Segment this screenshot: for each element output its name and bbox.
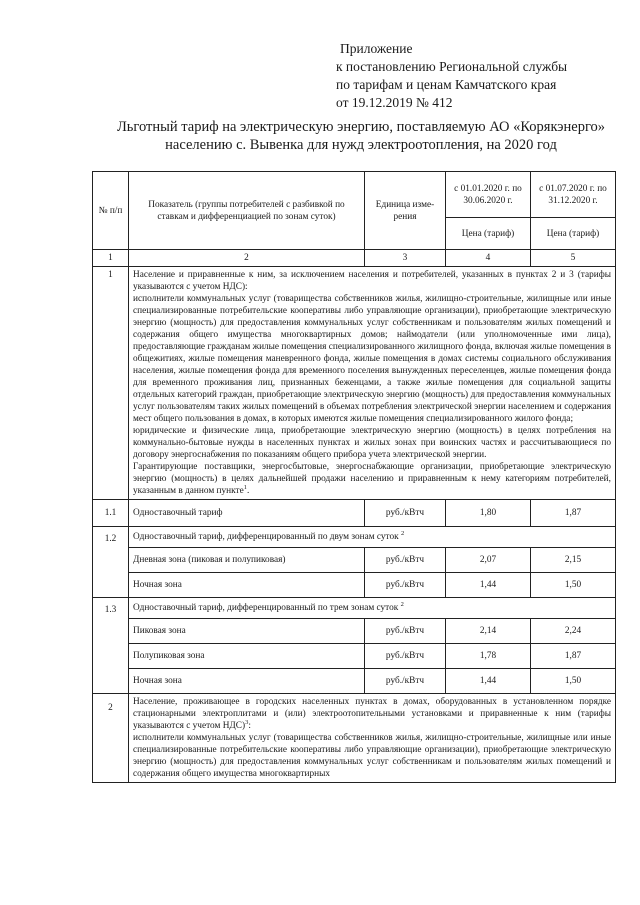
row-value-period-1: 2,07 (446, 548, 531, 573)
section-2-row (93, 694, 616, 783)
row-value-period-1: 1,78 (446, 644, 531, 669)
row-value-period-2: 1,50 (531, 573, 616, 598)
row-1-3-peak (93, 619, 616, 644)
section-1-para-3: юридические и физические лица, приобретающие электрическую энергию (мощность) в целях потребления на коммунально-бытовые нужды в населенных пунктах и жилых зонах при воинских частях и рассчитывающиеся по договору энергоснабжения по показаниям общего прибора учета электрической энергии. (133, 426, 611, 460)
row-unit: руб./кВтч (365, 619, 446, 644)
row-1-3-night (93, 669, 616, 694)
appendix-block (336, 40, 626, 112)
row-1-2-day (93, 548, 616, 573)
title-line-2: населению с. Вывенка для нужд электроотопления, на 2020 год (165, 137, 557, 153)
col-number: 2 (129, 250, 365, 267)
col-number: 5 (531, 250, 616, 267)
section-2-para-1-end: : (248, 721, 251, 731)
row-value-period-1: 2,14 (446, 619, 531, 644)
row-value-period-2: 1,87 (531, 644, 616, 669)
col-number: 4 (446, 250, 531, 267)
footnote-ref: 2 (400, 600, 404, 608)
row-unit: руб./кВтч (365, 669, 446, 694)
document-title (96, 118, 626, 154)
section-2-para-1-text: Население, проживающее в городских населенных пунктах в домах, оборудованных в установленном порядке стационарными электроплитами и (или) электроотопительными установками и приравненные к ним (тарифы указываются с учетом НДС) (133, 697, 611, 731)
row-1-3-label (129, 598, 616, 619)
row-num: 1.2 (93, 527, 129, 598)
section-1-para-4 (133, 461, 611, 497)
row-value-period-2: 1,50 (531, 669, 616, 694)
section-2-num: 2 (93, 694, 129, 783)
col-number: 1 (93, 250, 129, 267)
row-label: Ночная зона (129, 669, 365, 694)
footnote-ref: 3 (245, 718, 249, 726)
row-label: Пиковая зона (129, 619, 365, 644)
row-unit: руб./кВтч (365, 548, 446, 573)
row-value-period-2: 2,15 (531, 548, 616, 573)
section-1-para-4-text: Гарантирующие поставщики, энергосбытовые, энергоснабжающие организации, приобретающие электрическую энергию (мощность) в целях дальнейшей продажи населению и приравненным к нему категориям потребителей, указанным в данном пункте (133, 462, 611, 496)
appendix-title: Приложение (340, 41, 413, 56)
header-price-1: Цена (тариф) (446, 218, 531, 250)
appendix-line-service: по тарифам и ценам Камчатского края (336, 77, 557, 92)
footnote-ref: 2 (401, 529, 405, 537)
col-number: 3 (365, 250, 446, 267)
row-label: Дневная зона (пиковая и полупиковая) (129, 548, 365, 573)
row-label: Одноставочный тариф, дифференцированный по трем зонам суток (133, 603, 399, 613)
row-num: 1.3 (93, 598, 129, 694)
row-value-period-1: 1,44 (446, 573, 531, 598)
header-indicator: Показатель (группы потребителей с разбивкой по ставкам и дифференциацией по зонам суток) (129, 172, 365, 250)
appendix-line-resolution: к постановлению Региональной службы (336, 59, 568, 74)
row-1-2-label (129, 527, 616, 548)
row-label: Ночная зона (129, 573, 365, 598)
row-1-2-night (93, 573, 616, 598)
section-2-text (129, 694, 616, 783)
row-label: Одноставочный тариф (129, 500, 365, 527)
row-num: 1.1 (93, 500, 129, 527)
header-num: № п/п (93, 172, 129, 250)
header-unit: Единица изме-рения (365, 172, 446, 250)
row-unit: руб./кВтч (365, 644, 446, 669)
row-unit: руб./кВтч (365, 573, 446, 598)
section-1-num: 1 (93, 267, 129, 500)
row-value-period-2: 1,87 (531, 500, 616, 527)
row-unit: руб./кВтч (365, 500, 446, 527)
header-period-2: с 01.07.2020 г. по 31.12.2020 г. (531, 172, 616, 218)
section-2-para-1 (133, 696, 611, 732)
section-1-para-1: Население и приравненные к ним, за исключением населения и потребителей, указанных в пунктах 2 и 3 (тарифы указываются с учетом НДС): (133, 270, 611, 292)
row-label: Полупиковая зона (129, 644, 365, 669)
row-value-period-1: 1,80 (446, 500, 531, 527)
row-1-2 (93, 527, 616, 548)
section-1-text (129, 267, 616, 500)
appendix-line-date: от 19.12.2019 № 412 (336, 95, 453, 110)
row-value-period-2: 2,24 (531, 619, 616, 644)
tariff-table (92, 171, 616, 783)
column-number-row (93, 250, 616, 267)
header-row (93, 172, 616, 218)
section-1-para-2: исполнители коммунальных услуг (товарищества собственников жилья, жилищно-строительные, жилищные или иные специализированные потребительские кооперативы либо управляющие организации), приобретающие электрическую энергию (мощность) для предоставления коммунальных услуг собственникам и пользователям жилых помещений и содержания общего имущества многоквартирных домов; наймодатели (или уполномоченные ими лица), предоставляющие гражданам жилые помещения специализированного жилищного фонда, включая жилые помещения в общежитиях, жилые помещения маневренного фонда, жилые помещения в домах системы социального обслуживания населения, жилые помещения фонда для временного поселения вынужденных переселенцев, жилые помещения фонда для временного проживания лиц, признанных беженцами, а также жилые помещения для социальной защиты отдельных категорий граждан, приобретающие электрическую энергию (мощность) для предоставления коммунальных услуг пользователям таких жилых помещений в объемах потребления электрической энергии населением и содержания мест общего пользования в домах, в которых имеются жилые помещения специализированного жилого фонда; (133, 294, 611, 424)
section-2-para-2: исполнители коммунальных услуг (товарищества собственников жилья, жилищно-строительные, жилищные или иные специализированные потребительские кооперативы либо управляющие организации), приобретающие электрическую энергию (мощность) для предоставления коммунальных услуг собственникам и пользователям жилых помещений и содержания общего имущества многоквартирных (133, 733, 611, 779)
header-price-2: Цена (тариф) (531, 218, 616, 250)
title-line-1: Льготный тариф на электрическую энергию, поставляемую АО «Корякэнерго» (116, 119, 606, 135)
row-label: Одноставочный тариф, дифференцированный по двум зонам суток (133, 532, 399, 542)
header-period-1: с 01.01.2020 г. по 30.06.2020 г. (446, 172, 531, 218)
footnote-ref: 1 (243, 483, 247, 491)
section-1-para-4-end: . (247, 486, 250, 496)
section-1-row (93, 267, 616, 500)
row-value-period-1: 1,44 (446, 669, 531, 694)
row-1-3 (93, 598, 616, 619)
row-1-3-half-peak (93, 644, 616, 669)
row-1-1 (93, 500, 616, 527)
